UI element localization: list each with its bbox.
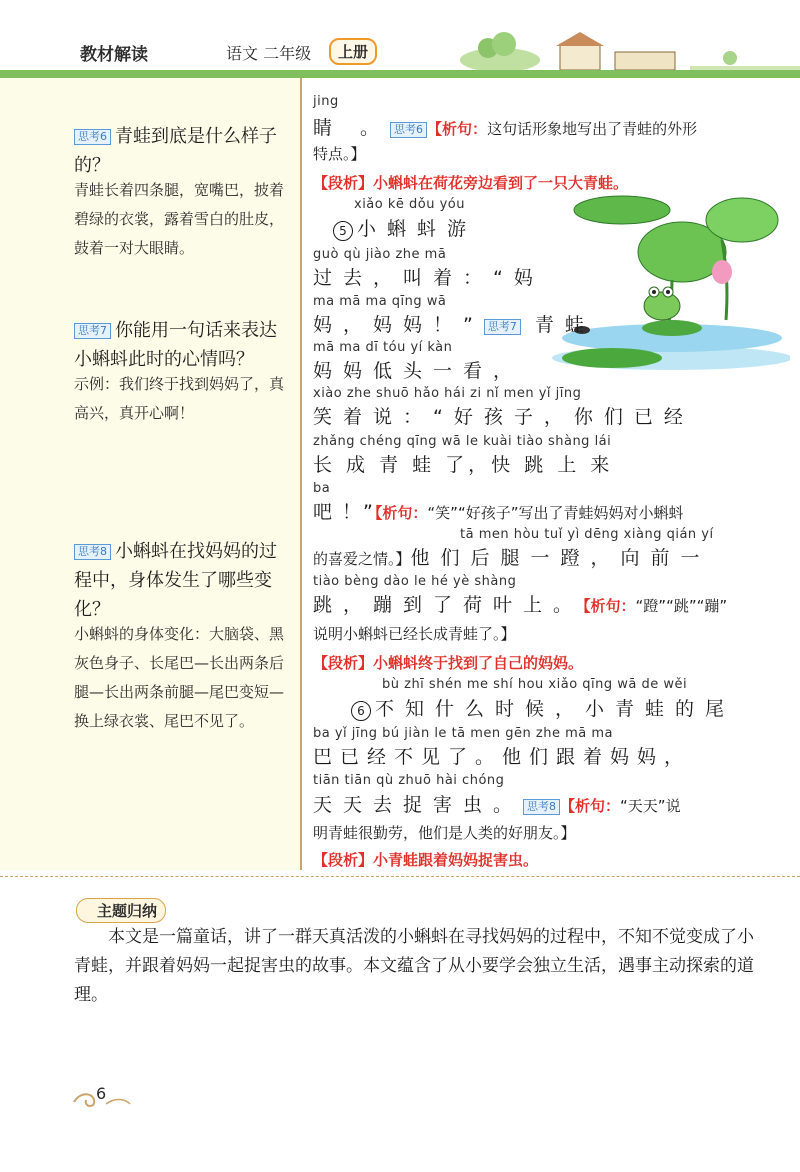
answer-6: 青蛙长着四条腿，宽嘴巴，披着碧绿的衣裳，露着雪白的肚皮，鼓着一对大眼睛。	[74, 181, 285, 257]
text-line-13	[313, 590, 727, 617]
pinyin-line-16: ba yǐ jīng bú jiàn le tā men gēn zhe mā ma	[313, 726, 613, 741]
paragraph-6-start	[351, 694, 735, 721]
pinyin-p5: xiǎo kē dǒu yóu	[354, 197, 465, 212]
text-line-12	[313, 543, 711, 570]
hanzi-line-7: 妈，妈妈！”	[313, 314, 484, 336]
paragraph-number-5: 5	[333, 221, 353, 241]
pinyin-p6: bù zhī shén me shí hou xiǎo qīng wā de wěi	[382, 677, 688, 692]
book-title: 教材解读	[80, 45, 148, 65]
paragraph-analysis-3: 【段析】小青蛙跟着妈妈捉害虫。	[313, 851, 539, 869]
answer-7: 示例：我们终于找到妈妈了，真高兴，真开心啊！	[74, 375, 285, 422]
paragraph-5-start	[333, 214, 477, 241]
theme-heading: 主题归纳	[76, 898, 166, 923]
hanzi-line-12: 他们后腿一蹬，向前一	[410, 547, 711, 569]
hanzi-line-9: 笑着说：“好孩子，你们已经	[313, 406, 694, 428]
frog-lotus-illustration	[522, 180, 790, 370]
hanzi-p6: 不知什么时候，小青蛙的尾	[375, 698, 736, 720]
question-6	[74, 122, 294, 180]
analysis-text-17: “天天”说	[620, 797, 681, 815]
think-tag-7-inline: 思考7	[484, 319, 521, 335]
analysis-text-11: “笑”“好孩子”写出了青蛙妈妈对小蝌蚪	[427, 504, 684, 522]
text-line-17	[313, 790, 681, 817]
pinyin-line-17: tiān tiān qù zhuō hài chóng	[313, 773, 505, 788]
hanzi-line-10: 长 成 青 蛙 了，快 跳 上 来	[313, 454, 614, 476]
text-line-7	[313, 310, 595, 337]
hanzi-line-6: 过去，叫着：“妈	[313, 267, 544, 289]
text-line-2	[313, 113, 697, 140]
analysis-text-12: 的喜爱之情。】	[313, 550, 411, 568]
pinyin-line-7: ma mā ma qīng wā	[313, 294, 447, 309]
question-8	[74, 537, 294, 624]
analysis-label-11: 【析句：	[374, 504, 428, 522]
analysis-text-13: “蹬”“跳”“蹦”	[635, 597, 728, 615]
subject-grade: 语文 二年级	[226, 44, 312, 63]
answer-8: 小蝌蚪的身体变化：大脑袋、黑灰色身子、长尾巴—长出两条后腿—长出两条前腿—尾巴变短—换上绿衣裳、尾巴不见了。	[74, 625, 285, 730]
page-number: 6	[96, 1084, 107, 1103]
pinyin-line-1: jing	[313, 94, 339, 109]
theme-summary: 本文是一篇童话，讲了一群天真活泼的小蝌蚪在寻找妈妈的过程中，不知不觉变成了小青蛙，并跟着妈妈一起捉害虫的故事。本文蕴含了从小要学会独立生活，遇事主动探索的道理。	[74, 927, 754, 1005]
question-6-text: 青蛙到底是什么样子的？	[74, 126, 277, 176]
hanzi-p5: 小蝌蚪游	[357, 218, 478, 240]
volume-badge: 上册	[329, 38, 377, 65]
analysis-text-2: 这句话形象地写出了青蛙的外形	[487, 120, 698, 138]
question-7-text: 你能用一句话来表达小蝌蚪此时的心情吗？	[74, 320, 277, 370]
hanzi-line-16: 巴已经不见了。他们跟着妈妈，	[313, 746, 692, 768]
paragraph-analysis-1: 【段析】小蝌蚪在荷花旁边看到了一只大青蛙。	[313, 174, 629, 192]
section-divider	[0, 876, 800, 879]
pinyin-line-8: mā ma dī tóu yí kàn	[313, 340, 453, 355]
pinyin-line-10: zhǎng chéng qīng wā le kuài tiào shàng lái	[313, 434, 612, 449]
hanzi-line-2: 睛 。	[313, 117, 391, 139]
think-tag-6-inline: 思考6	[390, 122, 427, 138]
hanzi-line-8: 妈妈低头一看，	[313, 360, 524, 382]
paragraph-analysis-2: 【段析】小蝌蚪终于找到了自己的妈妈。	[313, 654, 584, 672]
hanzi-line-17: 天天去捉害虫。	[313, 794, 524, 816]
hanzi-line-11: 吧 ！”	[313, 501, 375, 523]
header-green-bar	[0, 70, 800, 78]
analysis-text-3: 特点。】	[313, 145, 366, 163]
pinyin-line-12: tā men hòu tuǐ yì dēng xiàng qián yí	[460, 527, 714, 542]
question-7	[74, 316, 294, 374]
hanzi-line-13: 跳，蹦到了荷叶上。	[313, 594, 584, 616]
question-8-text: 小蝌蚪在找妈妈的过程中，身体发生了哪些变化？	[74, 541, 277, 620]
paragraph-number-6: 6	[351, 701, 371, 721]
think-tag-7: 思考7	[74, 323, 111, 339]
think-tag-6: 思考6	[74, 129, 111, 145]
analysis-label-13: 【析句：	[583, 597, 636, 615]
pinyin-line-11: ba	[313, 481, 331, 496]
think-tag-8: 思考8	[74, 544, 111, 560]
text-line-11	[313, 497, 684, 524]
pinyin-line-9: xiào zhe shuō hǎo hái zi nǐ men yǐ jīng	[313, 386, 582, 401]
village-scenery-illustration	[440, 30, 800, 72]
hanzi-line-7b: 青蛙	[534, 314, 595, 336]
pinyin-line-6: guò qù jiào zhe mā	[313, 247, 447, 262]
page-header	[0, 0, 800, 78]
pinyin-line-13: tiào bèng dào le hé yè shàng	[313, 574, 517, 589]
think-tag-8-inline: 思考8	[523, 799, 560, 815]
analysis-label: 【析句：	[427, 120, 488, 138]
analysis-label-17: 【析句：	[560, 797, 621, 815]
analysis-text-14: 说明小蝌蚪已经长成青蛙了。】	[313, 625, 516, 643]
analysis-text-18: 明青蛙很勤劳，他们是人类的好朋友。】	[313, 824, 576, 842]
